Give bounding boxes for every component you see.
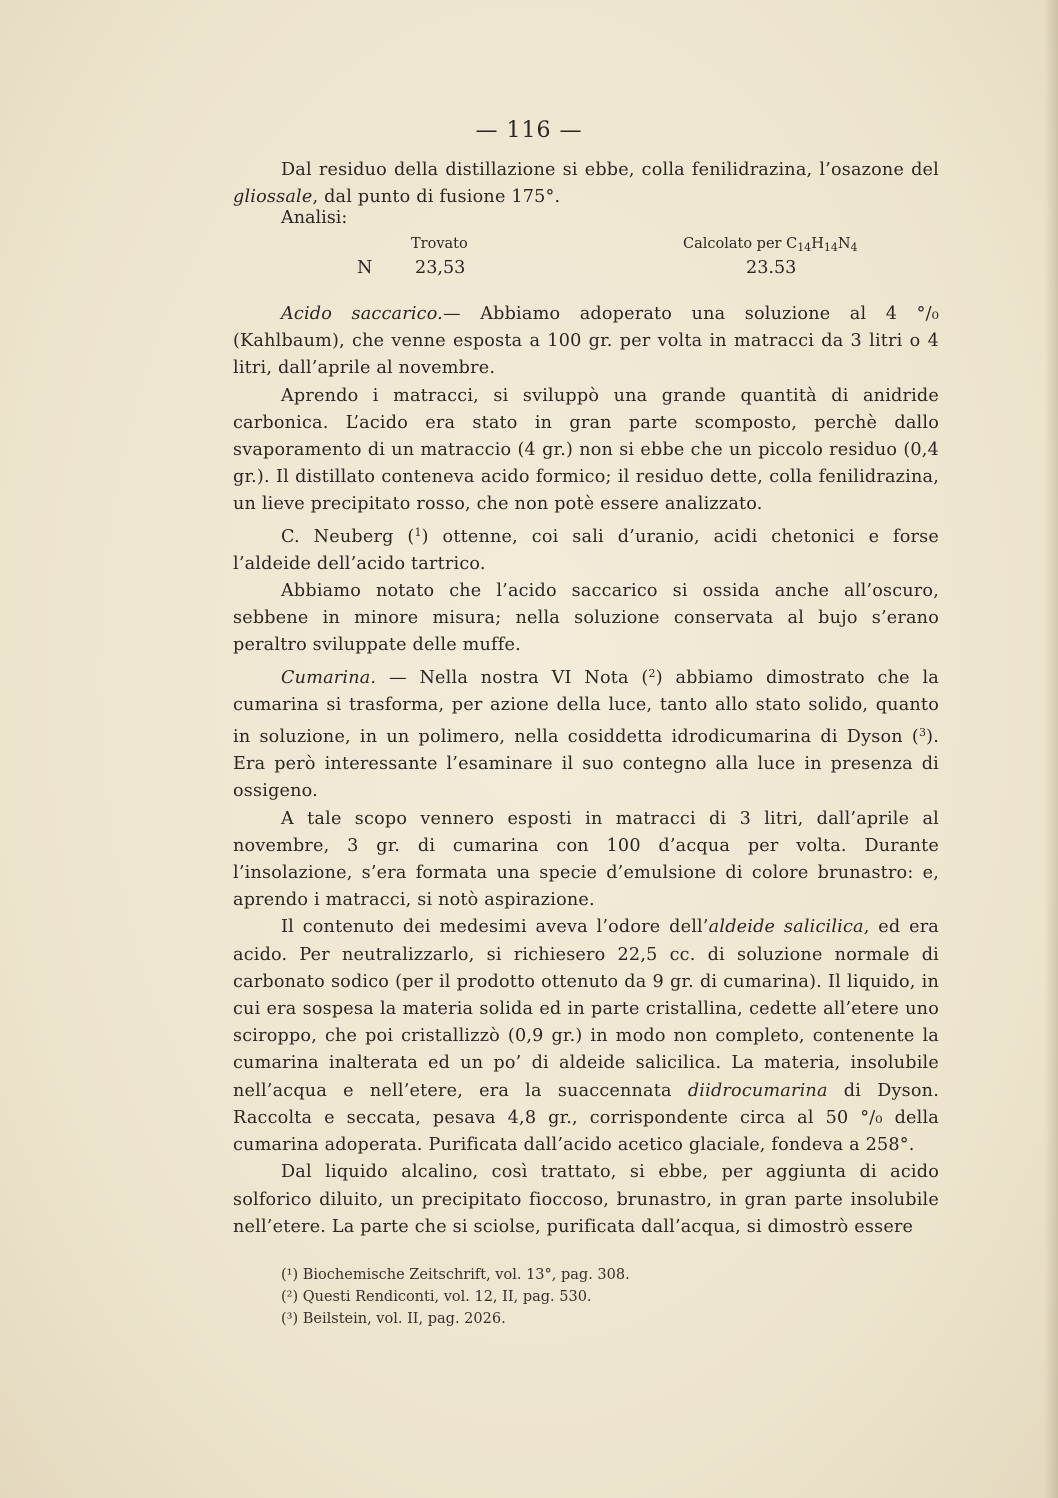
cumarina-text-1: — Nella nostra VI Nota ( (376, 667, 649, 688)
footnote-2 (281, 1286, 630, 1308)
contenuto-italic-1: aldeide salicilica (708, 917, 864, 938)
paragraph-contenuto (233, 914, 939, 1159)
paragraph-liquido: Dal liquido alcalino, così trattato, si ebbe, per aggiunta di acido solforico diluito, un precipitato fioccoso, brunastro, in gran parte insolubile nell’etere. La parte che si sciolse, purificata dall’acqua, si dimostrò essere (233, 1162, 939, 1237)
cumarina-title: Cumarina. (281, 667, 377, 688)
analysis-col-calc (683, 236, 858, 254)
body-text (233, 301, 939, 1241)
analysis-calc-value: 23.53 (746, 258, 797, 278)
neuberg-text-2: ) ottenne, coi sali d’uranio, acidi chetonici e forse l’aldeide dell’acido tartrico. (233, 526, 939, 574)
footnote-mark: (²) (281, 1289, 299, 1305)
saccarico-title: Acido saccarico. (281, 304, 443, 324)
analysis-element: N (357, 258, 373, 278)
footnote-3 (281, 1308, 630, 1330)
footnote-ref-1: 1 (414, 525, 422, 539)
analysis-found-value: 23,53 (415, 258, 466, 278)
calc-sub-2: 14 (823, 241, 838, 254)
calc-mid: H (811, 236, 824, 252)
paragraph-aprendo: Aprendo i matracci, si sviluppò una grande quantità di anidride carbonica. L’acido era stato in gran parte scomposto, perchè dallo svaporamento di un matraccio (4 gr.) non si ebbe che un piccolo residuo (0,4 gr.). Il distillato conteneva acido formico; il residuo dette, colla fenilidrazina, un lieve precipitato rosso, che non potè essere analizzato. (233, 385, 939, 515)
paragraph-scopo: A tale scopo vennero esposti in matracci di 3 litri, dall’aprile al novembre, 3 gr. di cumarina con 100 d’acqua per volta. Durante l’insolazione, s’era formata una specie d’emulsione di colore brunastro: e, aprendo i matracci, si notò aspirazione. (233, 808, 939, 911)
contenuto-text-1: Il contenuto dei medesimi aveva l’odore dell’ (281, 917, 709, 938)
intro-paragraph (233, 157, 939, 211)
paragraph-neuberg (233, 519, 939, 578)
calc-sub-3: 4 (850, 241, 858, 254)
intro-italic-term: gliossale (233, 187, 313, 208)
intro-text-2: , dal punto di fusione 175°. (312, 187, 561, 208)
paragraph-cumarina (233, 660, 939, 806)
footnote-ref-3: 3 (918, 726, 927, 740)
cumarina-text-2: ) abbiamo dimostrato che la cumarina si trasforma, per azione della luce, tanto allo stato solido, quanto in soluzione, in un polimero, nella cosiddetta idrodicumarina di Dyson ( (233, 667, 939, 748)
footnote-text: Questi Rendiconti, vol. 12, II, pag. 530. (298, 1289, 592, 1305)
footnote-mark: (³) (281, 1311, 299, 1327)
calc-end: N (837, 236, 851, 252)
contenuto-italic-2: diidrocumarina (687, 1080, 828, 1101)
footnote-text: Biochemische Zeitschrift, vol. 13°, pag. 308. (298, 1267, 630, 1283)
footnote-ref-2: 2 (648, 666, 656, 680)
neuberg-text-1: C. Neuberg ( (281, 526, 415, 547)
intro-text-1: Dal residuo della distillazione si ebbe, colla fenilidrazina, l’osazone del (281, 160, 939, 180)
page-edge-shadow (1044, 0, 1058, 1498)
paragraph-notato: Abbiamo notato che l’acido saccarico si ossida anche all’oscuro, sebbene in minore misura; nella soluzione conservata al bujo s’erano peraltro sviluppate delle muffe. (233, 581, 939, 656)
page-number: — 116 — (475, 118, 583, 143)
paragraph-saccarico (233, 301, 939, 383)
footnotes (281, 1264, 630, 1330)
analysis-col-found: Trovato (411, 236, 468, 252)
calc-prefix: Calcolato per C (683, 236, 798, 252)
calc-sub-1: 14 (797, 241, 812, 254)
footnote-1 (281, 1264, 630, 1286)
contenuto-text-3: di Dyson. Raccolta e seccata, pesava 4,8 gr., corrispondente circa al 50 °/₀ della cumarina adoperata. Purificata dall’acido acetico glaciale, fondeva a 258°. (233, 1080, 939, 1156)
footnote-mark: (¹) (281, 1267, 299, 1283)
saccarico-text: — Abbiamo adoperato una soluzione al 4 °/₀ (Kahlbaum), che venne esposta a 100 gr. per volta in matracci da 3 litri o 4 litri, dall’aprile al novembre. (233, 304, 939, 379)
cumarina-text-3: ). Era però interessante l’esaminare il suo contegno alla luce in presenza di ossigeno. (233, 727, 939, 802)
analysis-label: Analisi: (281, 208, 348, 228)
footnote-text: Beilstein, vol. II, pag. 2026. (298, 1311, 506, 1327)
contenuto-text-2: , ed era acido. Per neutralizzarlo, si richiesero 22,5 cc. di soluzione normale di carbonato sodico (per il prodotto ottenuto da 9 gr. di cumarina). Il liquido, in cui era sospesa la materia solida ed in parte cristallina, cedette all’etere uno sciroppo, che poi cristallizzò (0,9 gr.) in modo non completo, contenente la cumarina inalterata ed un po’ di aldeide salicilica. La materia, insolubile nell’acqua e nell’etere, era la suaccennata (233, 917, 939, 1101)
